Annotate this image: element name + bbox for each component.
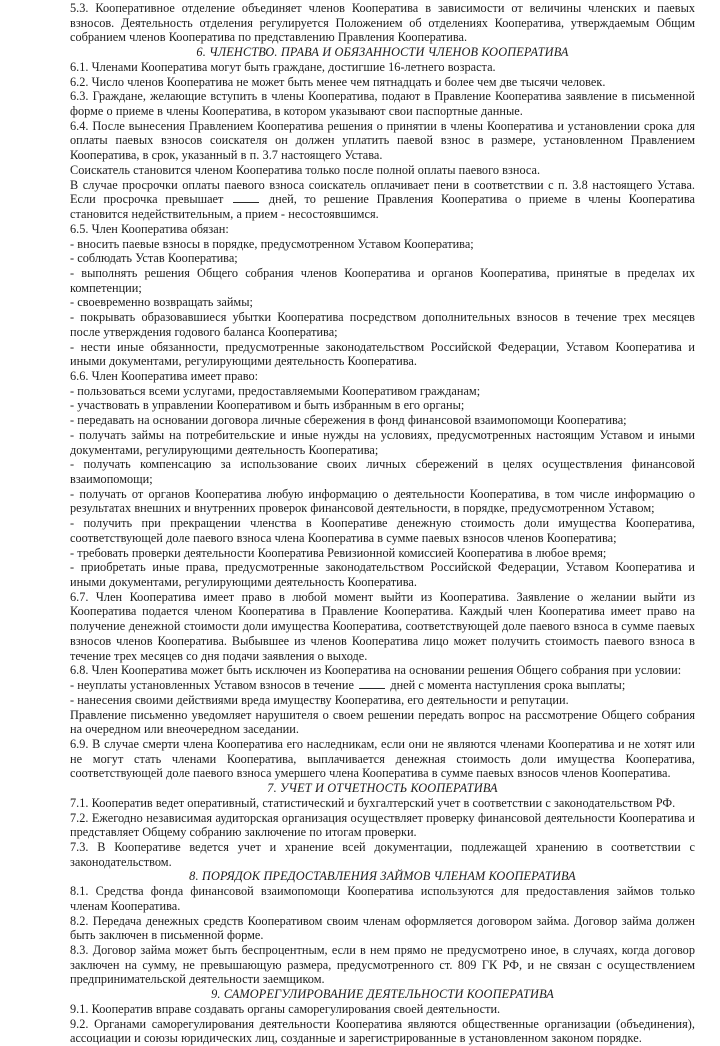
- paragraph: - соблюдать Устав Кооператива;: [70, 251, 238, 266]
- blank-fill-line[interactable]: [233, 193, 259, 204]
- document-text-body: [70, 0, 695, 1046]
- blank-fill-line[interactable]: [359, 678, 385, 689]
- paragraph: - нести иные обязанности, предусмотренные законодательством Российской Федерации, Уставом Кооператива и иными документами, регулирующими деятельность Кооператива.: [70, 339, 695, 369]
- paragraph: - передавать на основании договора личные сбережения в фонд финансовой взаимопомощи Кооператива;: [70, 413, 627, 428]
- paragraph: - получать компенсацию за использование своих личных сбережений в целях осуществления финансовой взаимопомощи;: [70, 457, 695, 486]
- paragraph: Соискатель становится членом Кооператива только после полной оплаты паевого взноса.: [70, 162, 541, 177]
- paragraph: 9.2. Органами саморегулирования деятельности Кооператива являются общественные организации (объединения), ассоциации и союзы юридических лиц, созданные и зарегистрированные в установленном законом порядке.: [70, 1016, 695, 1046]
- paragraph: - получить при прекращении членства в Кооперативе денежную стоимость доли имущества Кооператива, соответствующей доле паевого взноса члена Кооператива в сумме паевых взносов членов Кооператива;: [70, 516, 695, 545]
- paragraph-text-after-blank: дней, то решение Правления Кооператива о приеме в члены Кооператива становится недействительным, а прием - несостоявшимся.: [70, 192, 695, 222]
- paragraph: - приобретать иные права, предусмотренные законодательством Российской Федерации, Уставом Кооператива и иными документами, регулирующими деятельность Кооператива.: [70, 560, 695, 590]
- paragraph-text-after-blank: дней с момента наступления срока выплаты;: [390, 678, 626, 693]
- paragraph: 6.9. В случае смерти члена Кооператива его наследникам, если они не являются членами Кооператива и не хотят или не могут стать членами Кооператива, выплачивается денежная стоимость доли имущества Кооператива, соответствующей доле паевого взноса умершего члена Кооператива в сумме паевых взносов членов Кооператива.: [70, 736, 695, 781]
- paragraph: - получать займы на потребительские и иные нужды на условиях, предусмотренных настоящим Уставом и иными документами, регулирующими деятельность Кооператива;: [70, 427, 695, 457]
- paragraph: 5.3. Кооперативное отделение объединяет членов Кооператива в зависимости от величины членских и паевых взносов. Деятельность отделения регулируется Положением об отделениях Кооператива, утверждаемым Общим собранием членов Кооператива по представлению Правления Кооператива.: [70, 1, 695, 45]
- paragraph: - пользоваться всеми услугами, предоставляемыми Кооперативом гражданам;: [70, 383, 481, 398]
- paragraph: 7.2. Ежегодно независимая аудиторская организация осуществляет проверку финансовой деятельности Кооператива и представляет Общему собранию заключение по итогам проверки.: [70, 810, 695, 840]
- paragraph: 6.8. Член Кооператива может быть исключен из Кооператива на основании решения Общего собрания при условии:: [70, 663, 682, 678]
- paragraph: 6.7. Член Кооператива имеет право в любой момент выйти из Кооператива. Заявление о желании выйти из Кооператива подается членом Кооператива в Правление Кооператива. Каждый член Кооператива имеет право на получение денежной стоимости доли имущества Кооператива, соответствующей доле паевого взноса в сумме паевых взносов членов Кооператива. Выбывшее из членов Кооператива лицо может получить стоимость паевого взноса в течение трех месяцев со дня подачи заявления о выходе.: [70, 589, 695, 663]
- paragraph: - участвовать в управлении Кооперативом и быть избранным в его органы;: [70, 398, 465, 413]
- paragraph: 7.3. В Кооперативе ведется учет и хранение всей документации, подлежащей хранению в соответствии с законодательством.: [70, 839, 695, 869]
- paragraph: 6.4. После вынесения Правлением Кооператива решения о принятии в члены Кооператива и установлении срока для оплаты паевых взносов соискателя он должен уплатить паевой взнос в размере, установленном Правлением Кооператива, в срок, указанный в п. 3.7 настоящего Устава.: [70, 118, 695, 163]
- paragraph: - получать от органов Кооператива любую информацию о деятельности Кооператива, в том числе информацию о результатах внешних и внутренних проверок финансовой деятельности, в порядке, предусмотренном Уставом;: [70, 486, 695, 516]
- paragraph: 6.1. Членами Кооператива могут быть граждане, достигшие 16-летнего возраста.: [70, 59, 496, 74]
- paragraph: 6.6. Член Кооператива имеет право:: [70, 368, 259, 383]
- paragraph-text-before-blank: В случае просрочки оплаты паевого взноса соискатель оплачивает пени в соответствии с п. 3.8 настоящего Устава. Если просрочка превышает: [70, 177, 695, 207]
- section-heading: 7. УЧЕТ И ОТЧЕТНОСТЬ КООПЕРАТИВА: [267, 781, 498, 796]
- paragraph: 8.3. Договор займа может быть беспроцентным, если в нем прямо не предусмотрено иное, в случаях, когда договор заключен на сумму, не превышающую размера, предусмотренного ст. 809 ГК РФ, и не связан с осуществлением предпринимательской деятельности заемщиком.: [70, 943, 695, 987]
- paragraph: - выполнять решения Общего собрания членов Кооператива и органов Кооператива, принятые в пределах их компетенции;: [70, 265, 695, 295]
- section-heading: 9. САМОРЕГУЛИРОВАНИЕ ДЕЯТЕЛЬНОСТИ КООПЕРАТИВА: [211, 987, 554, 1002]
- paragraph-text-before-blank: - неуплаты установленных Уставом взносов в течение: [70, 678, 354, 693]
- paragraph: 8.1. Средства фонда финансовой взаимопомощи Кооператива используются для предоставления займов только членам Кооператива.: [70, 884, 695, 913]
- section-heading: 8. ПОРЯДОК ПРЕДОСТАВЛЕНИЯ ЗАЙМОВ ЧЛЕНАМ КООПЕРАТИВА: [189, 869, 576, 884]
- paragraph: - покрывать образовавшиеся убытки Кооператива посредством дополнительных взносов в течение трех месяцев после утверждения годового баланса Кооператива;: [70, 310, 695, 339]
- paragraph-with-blank-field: [70, 678, 695, 693]
- paragraph: - требовать проверки деятельности Кооператива Ревизионной комиссией Кооператива в любое время;: [70, 545, 607, 560]
- paragraph: - нанесения своими действиями вреда имуществу Кооператива, его деятельности и репутации.: [70, 692, 569, 707]
- paragraph: 6.5. Член Кооператива обязан:: [70, 221, 229, 236]
- paragraph: - вносить паевые взносы в порядке, предусмотренном Уставом Кооператива;: [70, 236, 474, 251]
- paragraph-with-blank-field: [70, 178, 695, 222]
- paragraph: - своевременно возвращать займы;: [70, 295, 253, 310]
- paragraph: 8.2. Передача денежных средств Кооперативом своим членам оформляется договором займа. Договор займа должен быть заключен в письменной форме.: [70, 913, 695, 943]
- section-heading: 6. ЧЛЕНСТВО. ПРАВА И ОБЯЗАННОСТИ ЧЛЕНОВ КООПЕРАТИВА: [196, 45, 569, 60]
- paragraph: 6.2. Число членов Кооператива не может быть менее чем пятнадцать и более чем две тысячи человек.: [70, 74, 606, 89]
- paragraph: 6.3. Граждане, желающие вступить в члены Кооператива, подают в Правление Кооператива заявление в письменной форме о приеме в члены Кооператива, в котором указывают свои паспортные данные.: [70, 89, 695, 119]
- paragraph: Правление письменно уведомляет нарушителя о своем решении передать вопрос на рассмотрение Общего собрания на очередном или внеочередном заседании.: [70, 707, 695, 737]
- paragraph: 9.1. Кооператив вправе создавать органы саморегулирования своей деятельности.: [70, 1001, 501, 1016]
- paragraph: 7.1. Кооператив ведет оперативный, статистический и бухгалтерский учет в соответствии с законодательством РФ.: [70, 795, 676, 810]
